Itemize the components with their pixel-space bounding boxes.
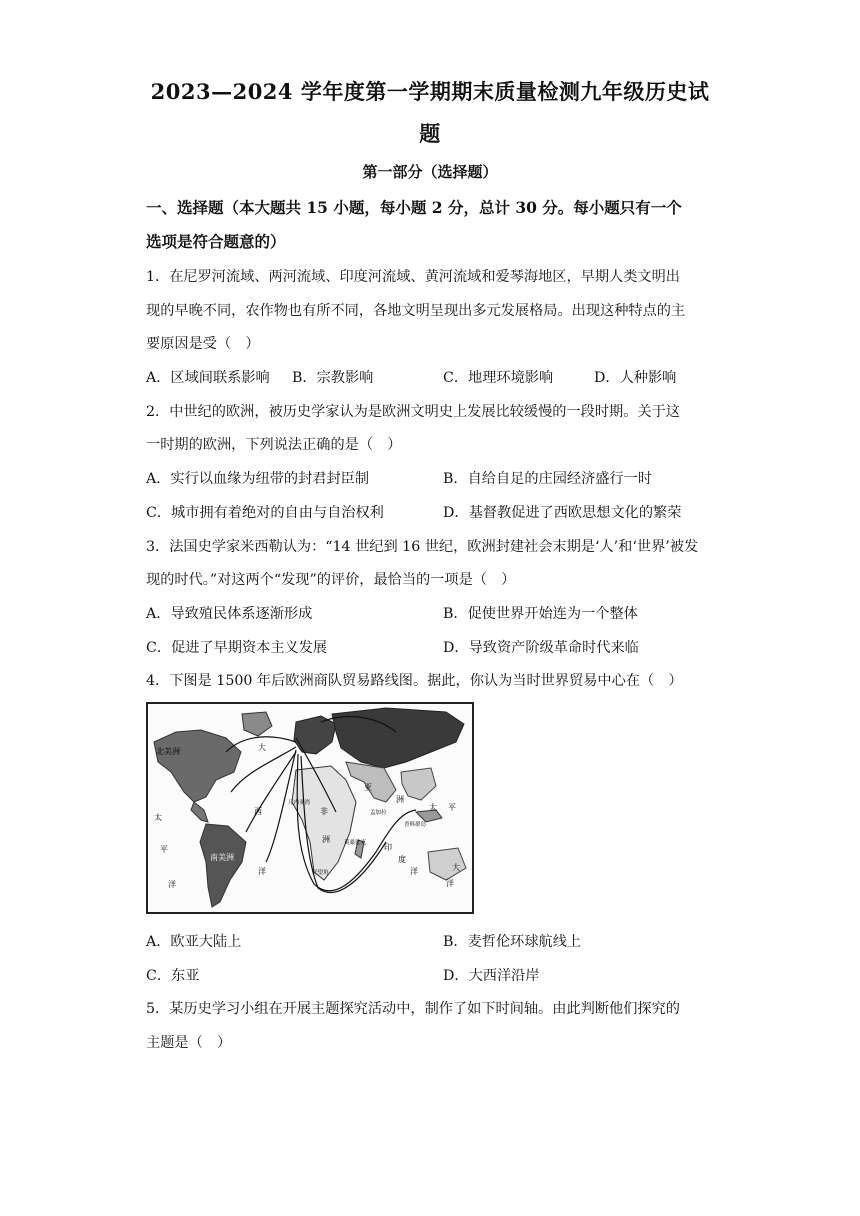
part-heading: 第一部分（选择题） (362, 163, 498, 181)
label-indian-yang: 洋 (410, 867, 418, 876)
label-mozambique: 莫桑比克 (344, 840, 367, 846)
label-pacific-tai-right: 太 (429, 803, 437, 812)
exam-title-line2: 题 (419, 121, 441, 146)
q2-line2: 一时期的欧洲，下列说法正确的是（ ） (146, 437, 402, 453)
label-south-america: 南美洲 (210, 853, 234, 862)
q2-option-d: D．基督教促进了西欧思想文化的繁荣 (443, 505, 682, 521)
q3-option-a: A．导致殖民体系逐渐形成 (146, 606, 313, 622)
label-bengal: 孟加拉 (370, 810, 387, 816)
q4-option-b: B．麦哲伦环球航线上 (443, 934, 582, 950)
label-guinea-bay: 几内亚湾 (288, 800, 311, 806)
label-pacific-tai: 太 (154, 813, 162, 822)
q1-line3: 要原因是受（ ） (146, 336, 260, 352)
q2-option-a: A．实行以血缘为纽带的封君封臣制 (146, 471, 370, 487)
label-spice-islands: 香料群岛 (404, 822, 427, 828)
q1-option-c: C．地理环境影响 (443, 370, 554, 386)
label-indian-du: 度 (398, 855, 406, 864)
q4-option-c: C．东亚 (146, 968, 200, 984)
label-africa-fei: 非 (320, 807, 328, 816)
label-africa-zhou: 洲 (322, 835, 330, 844)
label-cape-of-good-hope: 好望角 (312, 870, 329, 876)
q1-option-b: B．宗教影响 (292, 370, 374, 386)
q4-option-d: D．大西洋沿岸 (443, 968, 540, 984)
label-pacific-ping: 平 (160, 845, 168, 854)
section-heading-line2: 选项是符合题意的） (146, 232, 286, 251)
label-pacific-yang-right: 洋 (446, 879, 454, 888)
label-asia-zhou: 洲 (396, 795, 404, 804)
label-pacific-ping-right: 平 (448, 803, 456, 812)
q3-option-b: B．促使世界开始连为一个整体 (443, 606, 638, 622)
label-atlantic-xi: 西 (254, 807, 262, 816)
exam-title-line1: 2023—2024 学年度第一学期期末质量检测九年级历史试 (150, 79, 710, 104)
q3-option-d: D．导致资产阶级革命时代来临 (443, 640, 639, 656)
section-heading-line1: 一、选择题（本大题共 15 小题，每小题 2 分，总计 30 分。每小题只有一个 (146, 198, 682, 217)
q3-option-c: C．促进了早期资本主义发展 (146, 640, 328, 656)
q4-option-a: A．欧亚大陆上 (146, 934, 242, 950)
q5-line1: 5．某历史学习小组在开展主题探究活动中，制作了如下时间轴。由此判断他们探究的 (146, 1001, 680, 1017)
label-north-america: 北美洲 (156, 747, 180, 756)
q3-line1: 3．法国史学家米西勒认为：“14 世纪到 16 世纪，欧洲封建社会末期是‘人’和‘世界’被发 (146, 539, 699, 555)
q2-option-c: C．城市拥有着绝对的自由与自治权利 (146, 505, 384, 521)
q5-line2: 主题是（ ） (146, 1035, 232, 1051)
label-asia-ya: 亚 (364, 783, 372, 792)
q2-option-b: B．自给自足的庄园经济盛行一时 (443, 471, 653, 487)
q1-line1: 1．在尼罗河流域、两河流域、印度河流域、黄河流域和爱琴海地区，早期人类文明出 (146, 269, 680, 285)
q3-line2: 现的时代。”对这两个“发现”的评价，最恰当的一项是（ ） (146, 572, 516, 588)
q4-line1: 4．下图是 1500 年后欧洲商队贸易路线图。据此，你认为当时世界贸易中心在（ ） (146, 673, 683, 689)
q2-line1: 2．中世纪的欧洲，被历史学家认为是欧洲文明史上发展比较缓慢的一段时期。关于这 (146, 404, 680, 420)
q1-option-a: A．区域间联系影响 (146, 370, 270, 386)
label-indian-yin: 印 (384, 843, 392, 852)
q1-line2: 现的早晚不同，农作物也有所不同，各地文明呈现出多元发展格局。出现这种特点的主 (146, 303, 686, 319)
label-pacific-yang: 洋 (168, 880, 176, 889)
trade-route-map (146, 702, 474, 914)
label-atlantic-da: 大 (258, 743, 266, 752)
q1-option-d: D．人种影响 (594, 370, 677, 386)
label-da-right: 大 (452, 863, 460, 872)
label-atlantic-yang: 洋 (258, 867, 266, 876)
